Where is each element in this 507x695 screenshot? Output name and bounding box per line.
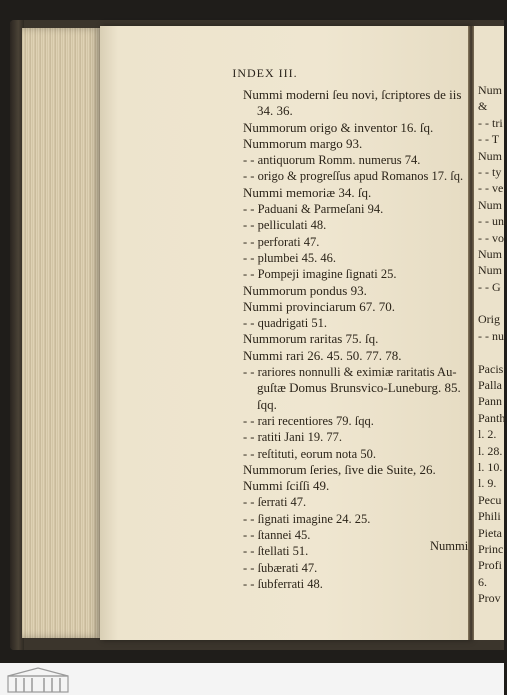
index-entry: Nummi ſciſſi 49.: [243, 478, 330, 494]
index-entry: - - rari recentiores 79. ſqq.: [243, 413, 374, 428]
index-entry: - - quadrigati 51.: [243, 316, 328, 331]
right-page-fragment: - - vo: [478, 230, 504, 245]
right-page-fragment: Pann: [478, 394, 502, 409]
right-page-fragment: Num: [478, 246, 502, 261]
right-page-fragment: Profi: [478, 558, 502, 573]
index-entry: Nummorum ſeries, ſive die Suite, 26.: [243, 461, 436, 477]
right-page-fragment: Palla: [478, 378, 502, 393]
right-page-fragment: Num: [478, 197, 502, 212]
right-page-fragment: [474, 295, 504, 311]
right-page-fragment: - - uni: [478, 214, 507, 229]
index-entry: Nummi moderni ſeu novi, ſcriptores de iis: [243, 87, 462, 102]
right-page-fragment: &: [478, 99, 488, 114]
page-edges: [22, 28, 102, 638]
right-page-fragment: Num: [478, 148, 502, 163]
page-header: INDEX III.: [232, 66, 298, 80]
right-page-fragment: l. 10.: [478, 459, 503, 474]
index-entry: - - Pompeji imagine ſignati 25.: [243, 267, 397, 282]
index-entry: Nummi provinciarum 67. 70.: [243, 298, 396, 314]
index-entry: - - Paduani & Parmeſani 94.: [243, 202, 384, 217]
right-page-fragment: l. 9.: [478, 476, 497, 491]
index-entry: 34. 36.: [257, 103, 293, 119]
right-page-fragment: Orig: [478, 312, 500, 327]
index-entry: ſqq.: [257, 396, 277, 412]
index-entry: - - ſubærati 47.: [243, 560, 318, 575]
right-page-text: [474, 82, 507, 607]
index-entry: Nummi memoriæ 34. ſq.: [243, 184, 372, 200]
right-page-fragment: - - G: [478, 279, 501, 294]
index-entry: Nummorum margo 93.: [243, 135, 363, 151]
right-page-fragment: - - T: [478, 132, 500, 147]
index-entry: - - perforati 47.: [243, 234, 320, 249]
right-page-fragment: - - tri: [478, 115, 503, 130]
right-page-fragment: Pacis: [478, 361, 504, 376]
index-entry: - - ſignati imagine 24. 25.: [243, 511, 371, 526]
index-entries: [243, 87, 471, 592]
right-page-fragment: Pieta: [478, 525, 502, 540]
index-entry: - - reſtituti, eorum nota 50.: [243, 446, 376, 461]
right-page-fragment: Prov: [478, 591, 501, 606]
index-entry: - - ſerrati 47.: [243, 495, 307, 510]
right-page-fragment: Princ: [478, 541, 504, 556]
right-page-fragment: Phili: [478, 509, 501, 524]
index-entry: - - ſtannei 45.: [243, 528, 311, 543]
footer-bar: [0, 663, 504, 695]
index-entry: Nummorum raritas 75. ſq.: [243, 331, 379, 347]
index-entry: - - plumbei 45. 46.: [243, 250, 337, 265]
index-entry: - - pelliculati 48.: [243, 218, 327, 233]
right-page-fragment: l. 28.: [478, 443, 503, 458]
right-page: [474, 26, 507, 640]
right-page-fragment: - - ve: [478, 181, 504, 196]
right-page-fragment: Panth: [478, 410, 506, 425]
catchword: Nummi: [430, 539, 469, 553]
index-entry: Nummorum pondus 93.: [243, 282, 367, 298]
right-page-fragment: - - nu: [478, 328, 504, 343]
index-entry: - - antiquorum Romm. numerus 74.: [243, 153, 421, 168]
index-entry: - - ſtellati 51.: [243, 544, 309, 559]
index-entry: - - origo & progreſſus apud Romanos 17. ſq.: [243, 169, 464, 184]
index-entry: Nummorum origo & inventor 16. ſq.: [243, 119, 434, 135]
right-page-fragment: - - ty: [478, 164, 502, 179]
right-page-fragment: [474, 344, 504, 360]
right-page-fragment: l. 2.: [478, 427, 497, 442]
index-entry: - - ſubferrati 48.: [243, 576, 323, 591]
index-entry: - - rariores nonnulli & eximiæ raritatis Au-: [243, 365, 457, 380]
right-page-fragment: Num: [478, 263, 502, 278]
library-logo-icon: [6, 666, 70, 694]
right-page-fragment: Num: [478, 83, 502, 97]
index-entry: guſtæ Domus Brunsvico-Luneburg. 85.: [257, 380, 461, 396]
index-entry: Nummi rari 26. 45. 50. 77. 78.: [243, 347, 402, 363]
right-page-fragment: 6.: [478, 574, 487, 589]
right-page-fragment: Pecu: [478, 492, 502, 507]
index-entry: - - ratiti Jani 19. 77.: [243, 430, 342, 445]
